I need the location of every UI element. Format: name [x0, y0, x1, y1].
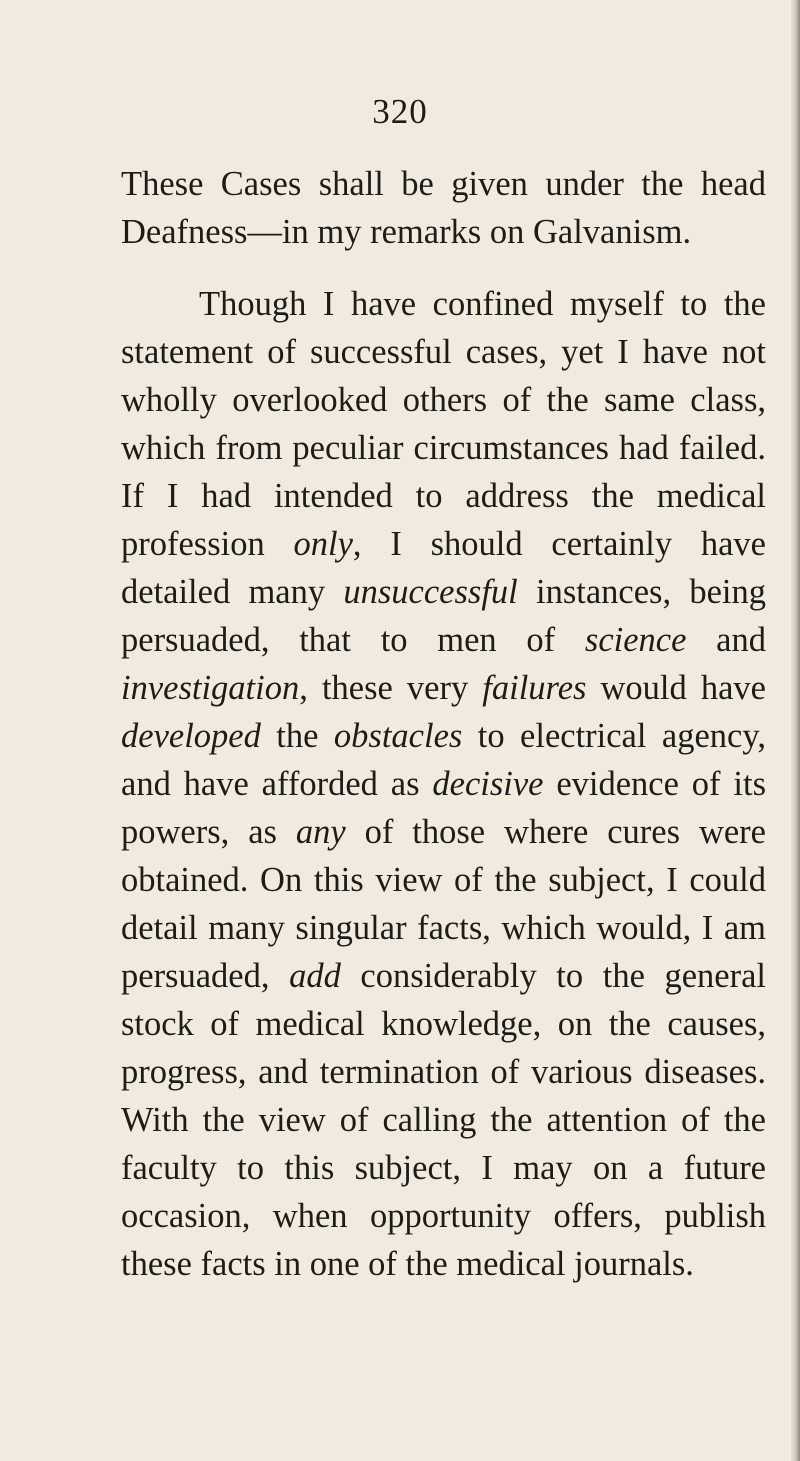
page-number: 320: [372, 92, 428, 131]
italic-run: any: [295, 813, 346, 851]
body-text: [121, 160, 766, 1288]
italic-run: only: [293, 525, 353, 563]
italic-run: decisive: [432, 765, 544, 803]
italic-run: investigation: [121, 669, 300, 707]
page-edge-shadow: [790, 0, 800, 1461]
text-run: , I should certainly have detailed many: [121, 525, 766, 611]
text-run: instances, being persuaded, that to men of: [121, 573, 766, 659]
italic-run: unsuccessful: [343, 573, 518, 611]
paragraph-1-text: These Cases shall be given under the head Deafness—in my remarks on Galvanism.: [121, 165, 766, 251]
text-run: Though I have confined myself to the statement of successful cases, yet I have not wholly overlooked others of the same class, which from peculiar circumstances had failed. If I had intended to address the medical profession: [121, 285, 766, 563]
text-run: evidence of its powers, as: [121, 765, 767, 851]
text-run: the: [260, 717, 334, 755]
paragraph-1: [121, 160, 766, 256]
italic-run: science: [584, 621, 687, 659]
text-run: and: [686, 621, 766, 659]
italic-run: developed: [121, 717, 261, 755]
text-run: of those where cures were obtained. On this view of the subject, I could detail many singular facts, which would, I am persuaded,: [121, 813, 766, 995]
text-run: , these very: [299, 669, 483, 707]
text-run: considerably to the general stock of medical knowledge, on the causes, progress, and termination of various diseases. With the view of calling the attention of the faculty to this subject, I may on a future occasion, when opportunity offers, publish these facts in one of the medical journals.: [121, 957, 766, 1283]
text-run: would have: [586, 669, 766, 707]
italic-run: add: [289, 957, 341, 995]
italic-run: failures: [482, 669, 587, 707]
text-run: to electrical agency, and have afforded as: [121, 717, 766, 803]
paragraph-2: [121, 280, 766, 1288]
italic-run: obstacles: [333, 717, 463, 755]
